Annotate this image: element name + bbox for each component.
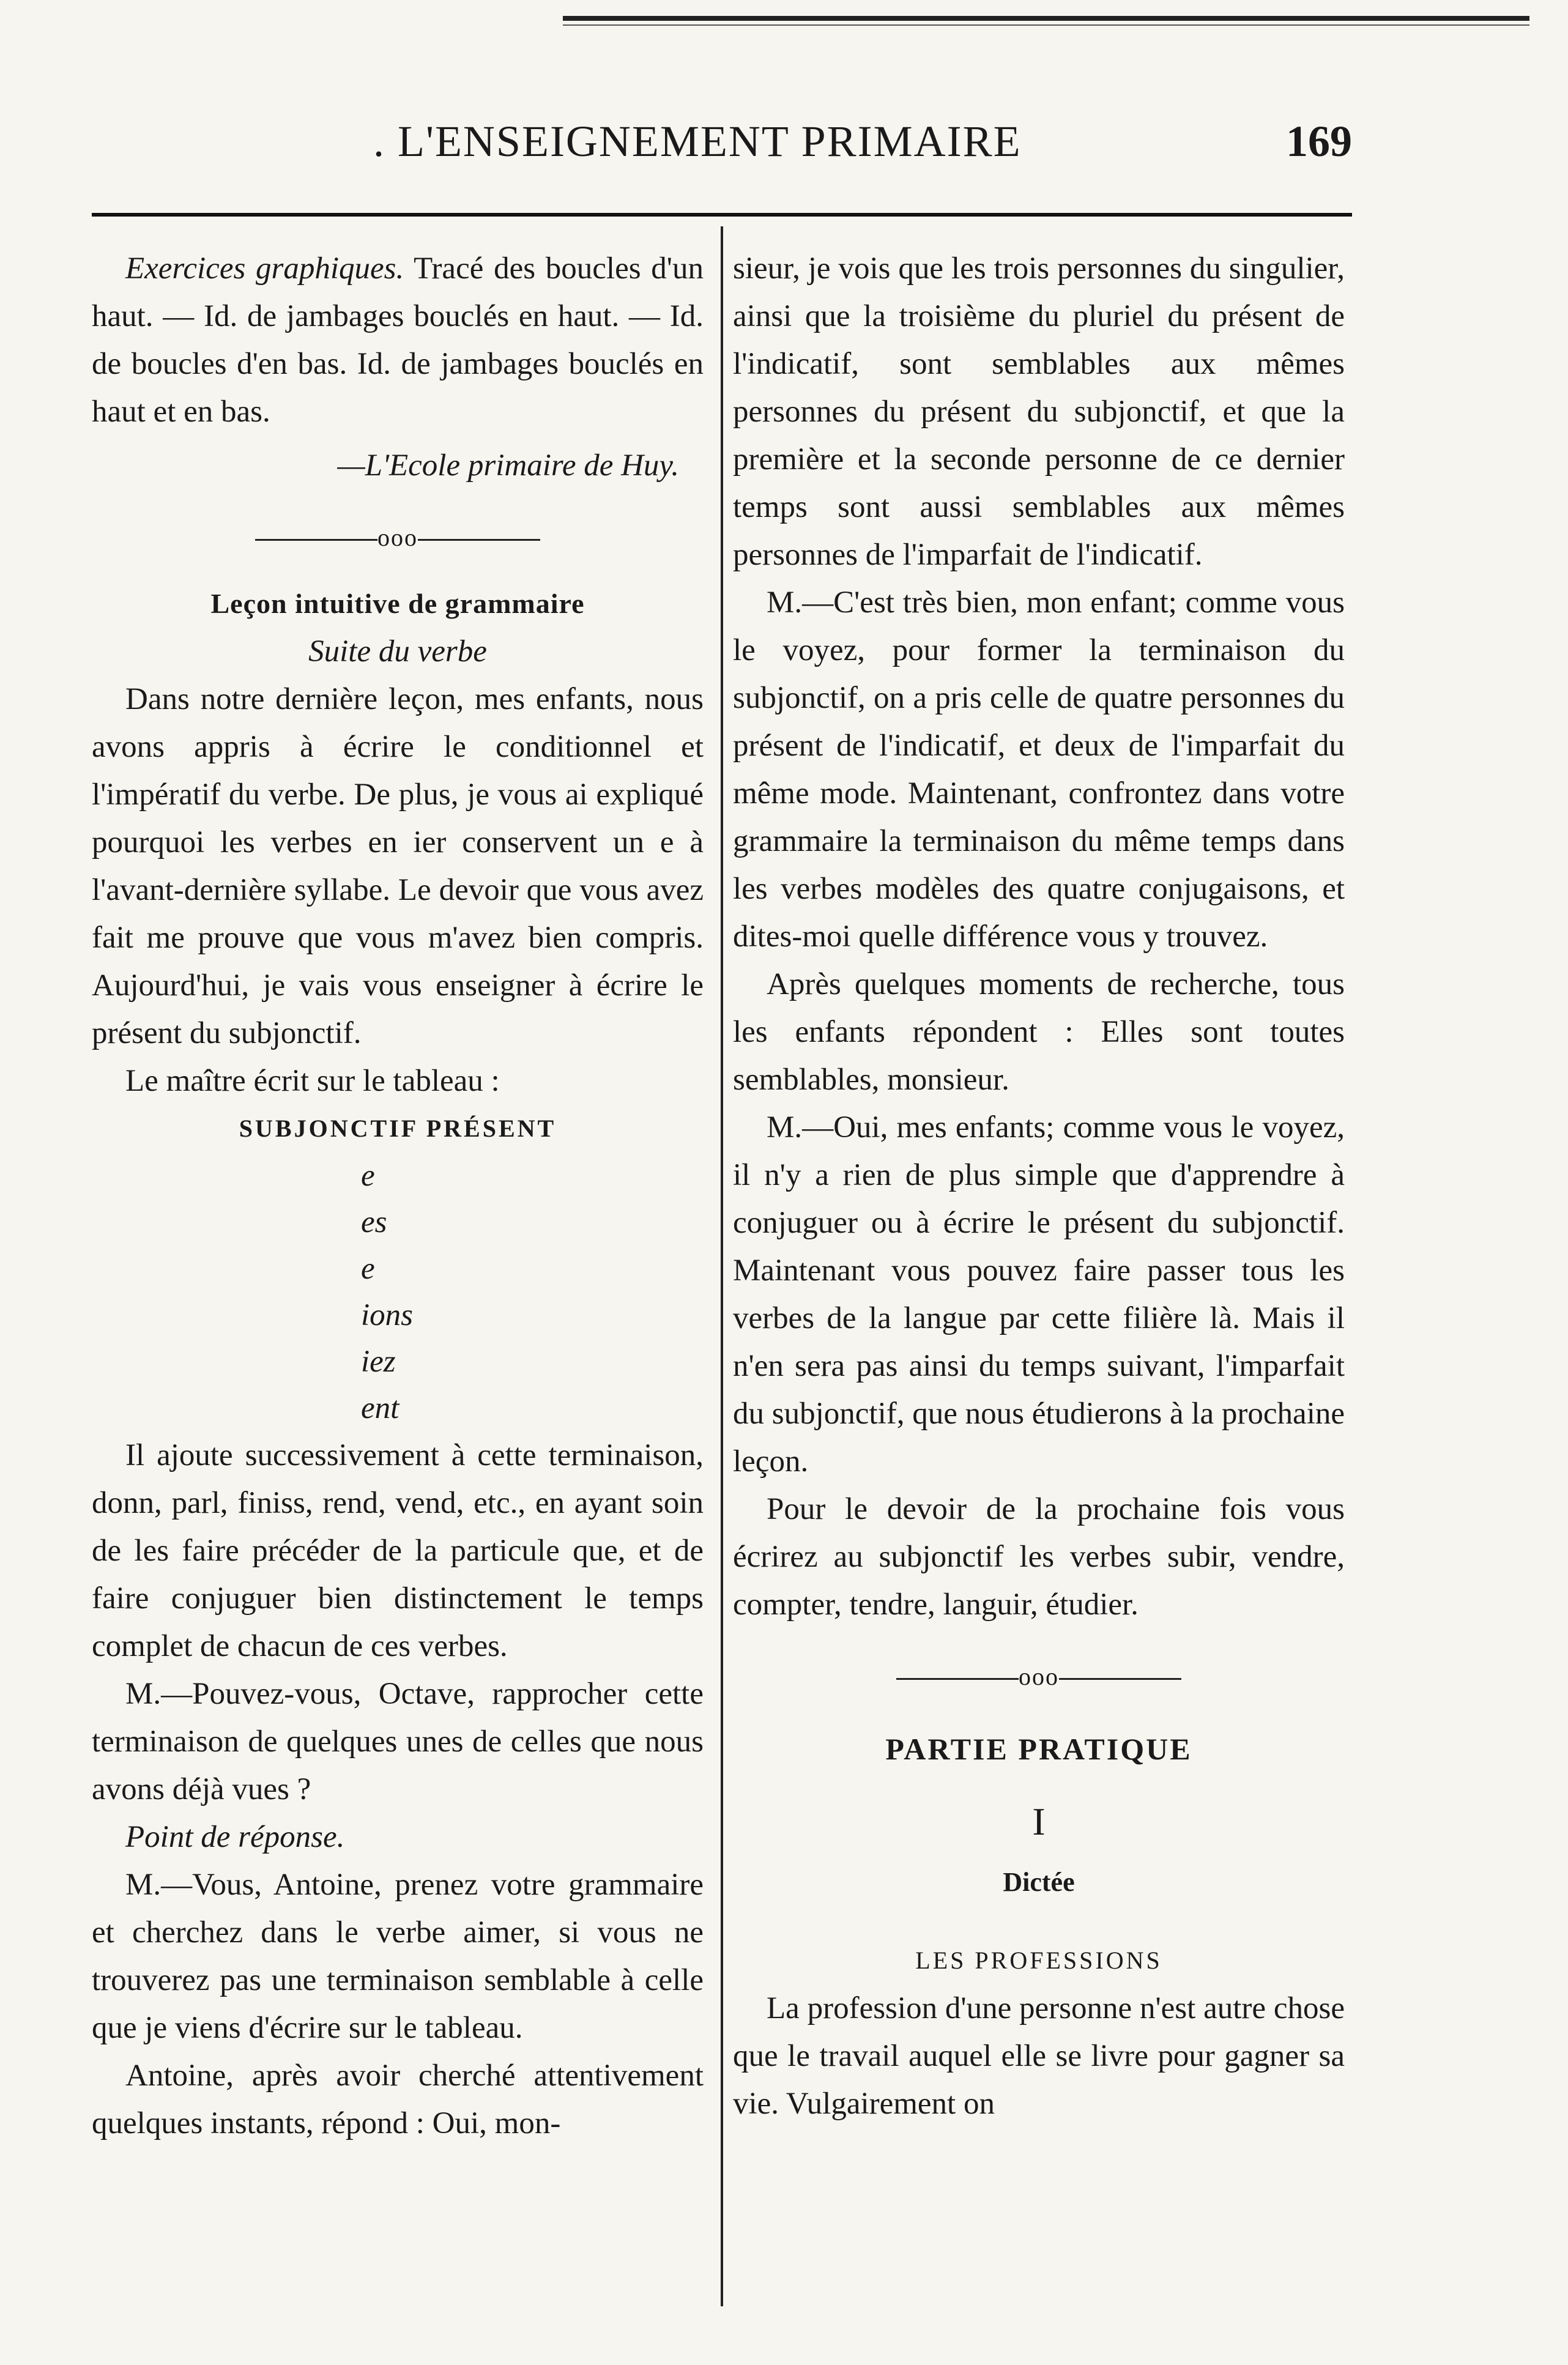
running-head xyxy=(92,92,1352,165)
page-number: 169 xyxy=(1286,117,1352,166)
paragraph-r4: M.—Oui, mes enfants; comme vous le voyez, il n'y a rien de plus simple que d'apprendre à conjuguer ou à écrire le présent du subjonctif. Maintenant vous pouvez faire passer tous les verbes de la langue par cette filière là. Mais il n'en sera pas ainsi du temps suivant, l'imparfait du subjonctif, que nous étudierons à la prochaine leçon. xyxy=(733,1110,1345,1479)
endings-list xyxy=(361,1153,704,1431)
ending-item: e xyxy=(361,1159,375,1193)
lesson-subtitle: Suite du verbe xyxy=(308,634,487,669)
paragraph-5: Point de réponse. xyxy=(125,1820,345,1854)
paragraph-r3: Après quelques moments de recherche, tous les enfants répondent : Elles sont toutes semblables, monsieur. xyxy=(733,967,1345,1097)
section-number: I xyxy=(1032,1800,1046,1843)
paragraph-2: Le maître écrit sur le tableau : xyxy=(125,1064,500,1098)
paragraph-1: Dans notre dernière leçon, mes enfants, nous avons appris à écrire le conditionnel et l'impératif du verbe. De plus, je vous ai expliqué pourquoi les verbes en ier conservent un e à l'avant-dernière syllabe. Le devoir que vous avez fait me prouve que vous m'avez bien compris. Aujourd'hui, je vais vous enseigner à écrire le présent du subjonctif. xyxy=(92,682,704,1050)
separator-text: ooo xyxy=(1019,1663,1059,1690)
separator-1 xyxy=(92,514,704,562)
paragraph-4: M.—Pouvez-vous, Octave, rapprocher cette terminaison de quelques unes de celles que nous avons déjà vues ? xyxy=(92,1677,704,1806)
separator-line xyxy=(896,1678,1019,1680)
top-rule-thin xyxy=(563,24,1529,26)
paragraph-r2: M.—C'est très bien, mon enfant; comme vous le voyez, pour former la terminaison du subjonctif, on a pris celle de quatre personnes du présent de l'indicatif, et deux de l'imparfait du même mode. Maintenant, confrontez dans votre grammaire la terminaison du même temps dans les verbes modèles des quatre conjugaisons, et dites-moi quelle différence vous y trouvez. xyxy=(733,585,1345,954)
right-column xyxy=(733,245,1345,2128)
header-rule xyxy=(92,213,1352,217)
dictee-heading: Dictée xyxy=(1003,1867,1075,1897)
separator-line xyxy=(418,539,540,541)
ending-item: e xyxy=(361,1252,375,1286)
source-line: —L'Ecole primaire de Huy. xyxy=(337,448,679,483)
ending-item: ions xyxy=(361,1298,414,1332)
exercices-paragraph xyxy=(92,245,704,436)
column-divider xyxy=(721,226,723,2306)
paragraph-6: M.—Vous, Antoine, prenez votre grammaire et cherchez dans le verbe aimer, si vous ne trouverez pas une terminaison semblable à celle que je viens d'écrire sur le tableau. xyxy=(92,1868,704,2045)
dictee-subtitle: LES PROFESSIONS xyxy=(915,1947,1162,1974)
separator-line xyxy=(1059,1678,1181,1680)
separator-text: ooo xyxy=(377,524,418,551)
ending-item: es xyxy=(361,1205,387,1239)
lesson-title: Leçon intuitive de grammaire xyxy=(210,588,585,619)
separator-line xyxy=(255,539,377,541)
section-title: PARTIE PRATIQUE xyxy=(885,1732,1192,1766)
paragraph-7: Antoine, après avoir cherché attentivement quelques instants, répond : Oui, mon- xyxy=(92,2059,704,2140)
paragraph-r1: sieur, je vois que les trois personnes du singulier, ainsi que la troisième du pluriel du présent de l'indicatif, sont semblables aux mêmes personnes du présent du subjonctif, et que la première et la seconde personne de ce dernier temps sont aussi semblables aux mêmes personnes de l'imparfait de l'indicatif. xyxy=(733,251,1345,572)
paragraph-r5: Pour le devoir de la prochaine fois vous écrirez au subjonctif les verbes subir, vendre, compter, tendre, languir, étudier. xyxy=(733,1492,1345,1622)
top-rule xyxy=(563,16,1529,21)
ending-item: ent xyxy=(361,1391,399,1425)
paragraph-r6: La profession d'une personne n'est autre chose que le travail auquel elle se livre pour gagner sa vie. Vulgairement on xyxy=(733,1991,1345,2121)
exercices-text: Tracé des boucles d'un haut. — Id. de jambages bouclés en haut. — Id. de boucles d'en bas. Id. de jambages bouclés en haut et en bas. xyxy=(92,251,704,429)
paragraph-3: Il ajoute successivement à cette terminaison, donn, parl, finiss, rend, vend, etc., en ayant soin de les faire précéder de la particule que, et de faire conjuguer bien distinctement le temps complet de chacun de ces verbes. xyxy=(92,1438,704,1663)
ending-item: iez xyxy=(361,1345,396,1379)
separator-2 xyxy=(733,1653,1345,1701)
running-title: . L'ENSEIGNEMENT PRIMAIRE xyxy=(373,117,1022,166)
exercices-label: Exercices graphiques. xyxy=(125,251,404,286)
left-column xyxy=(92,245,704,2147)
table-heading: SUBJONCTIF PRÉSENT xyxy=(239,1115,557,1142)
